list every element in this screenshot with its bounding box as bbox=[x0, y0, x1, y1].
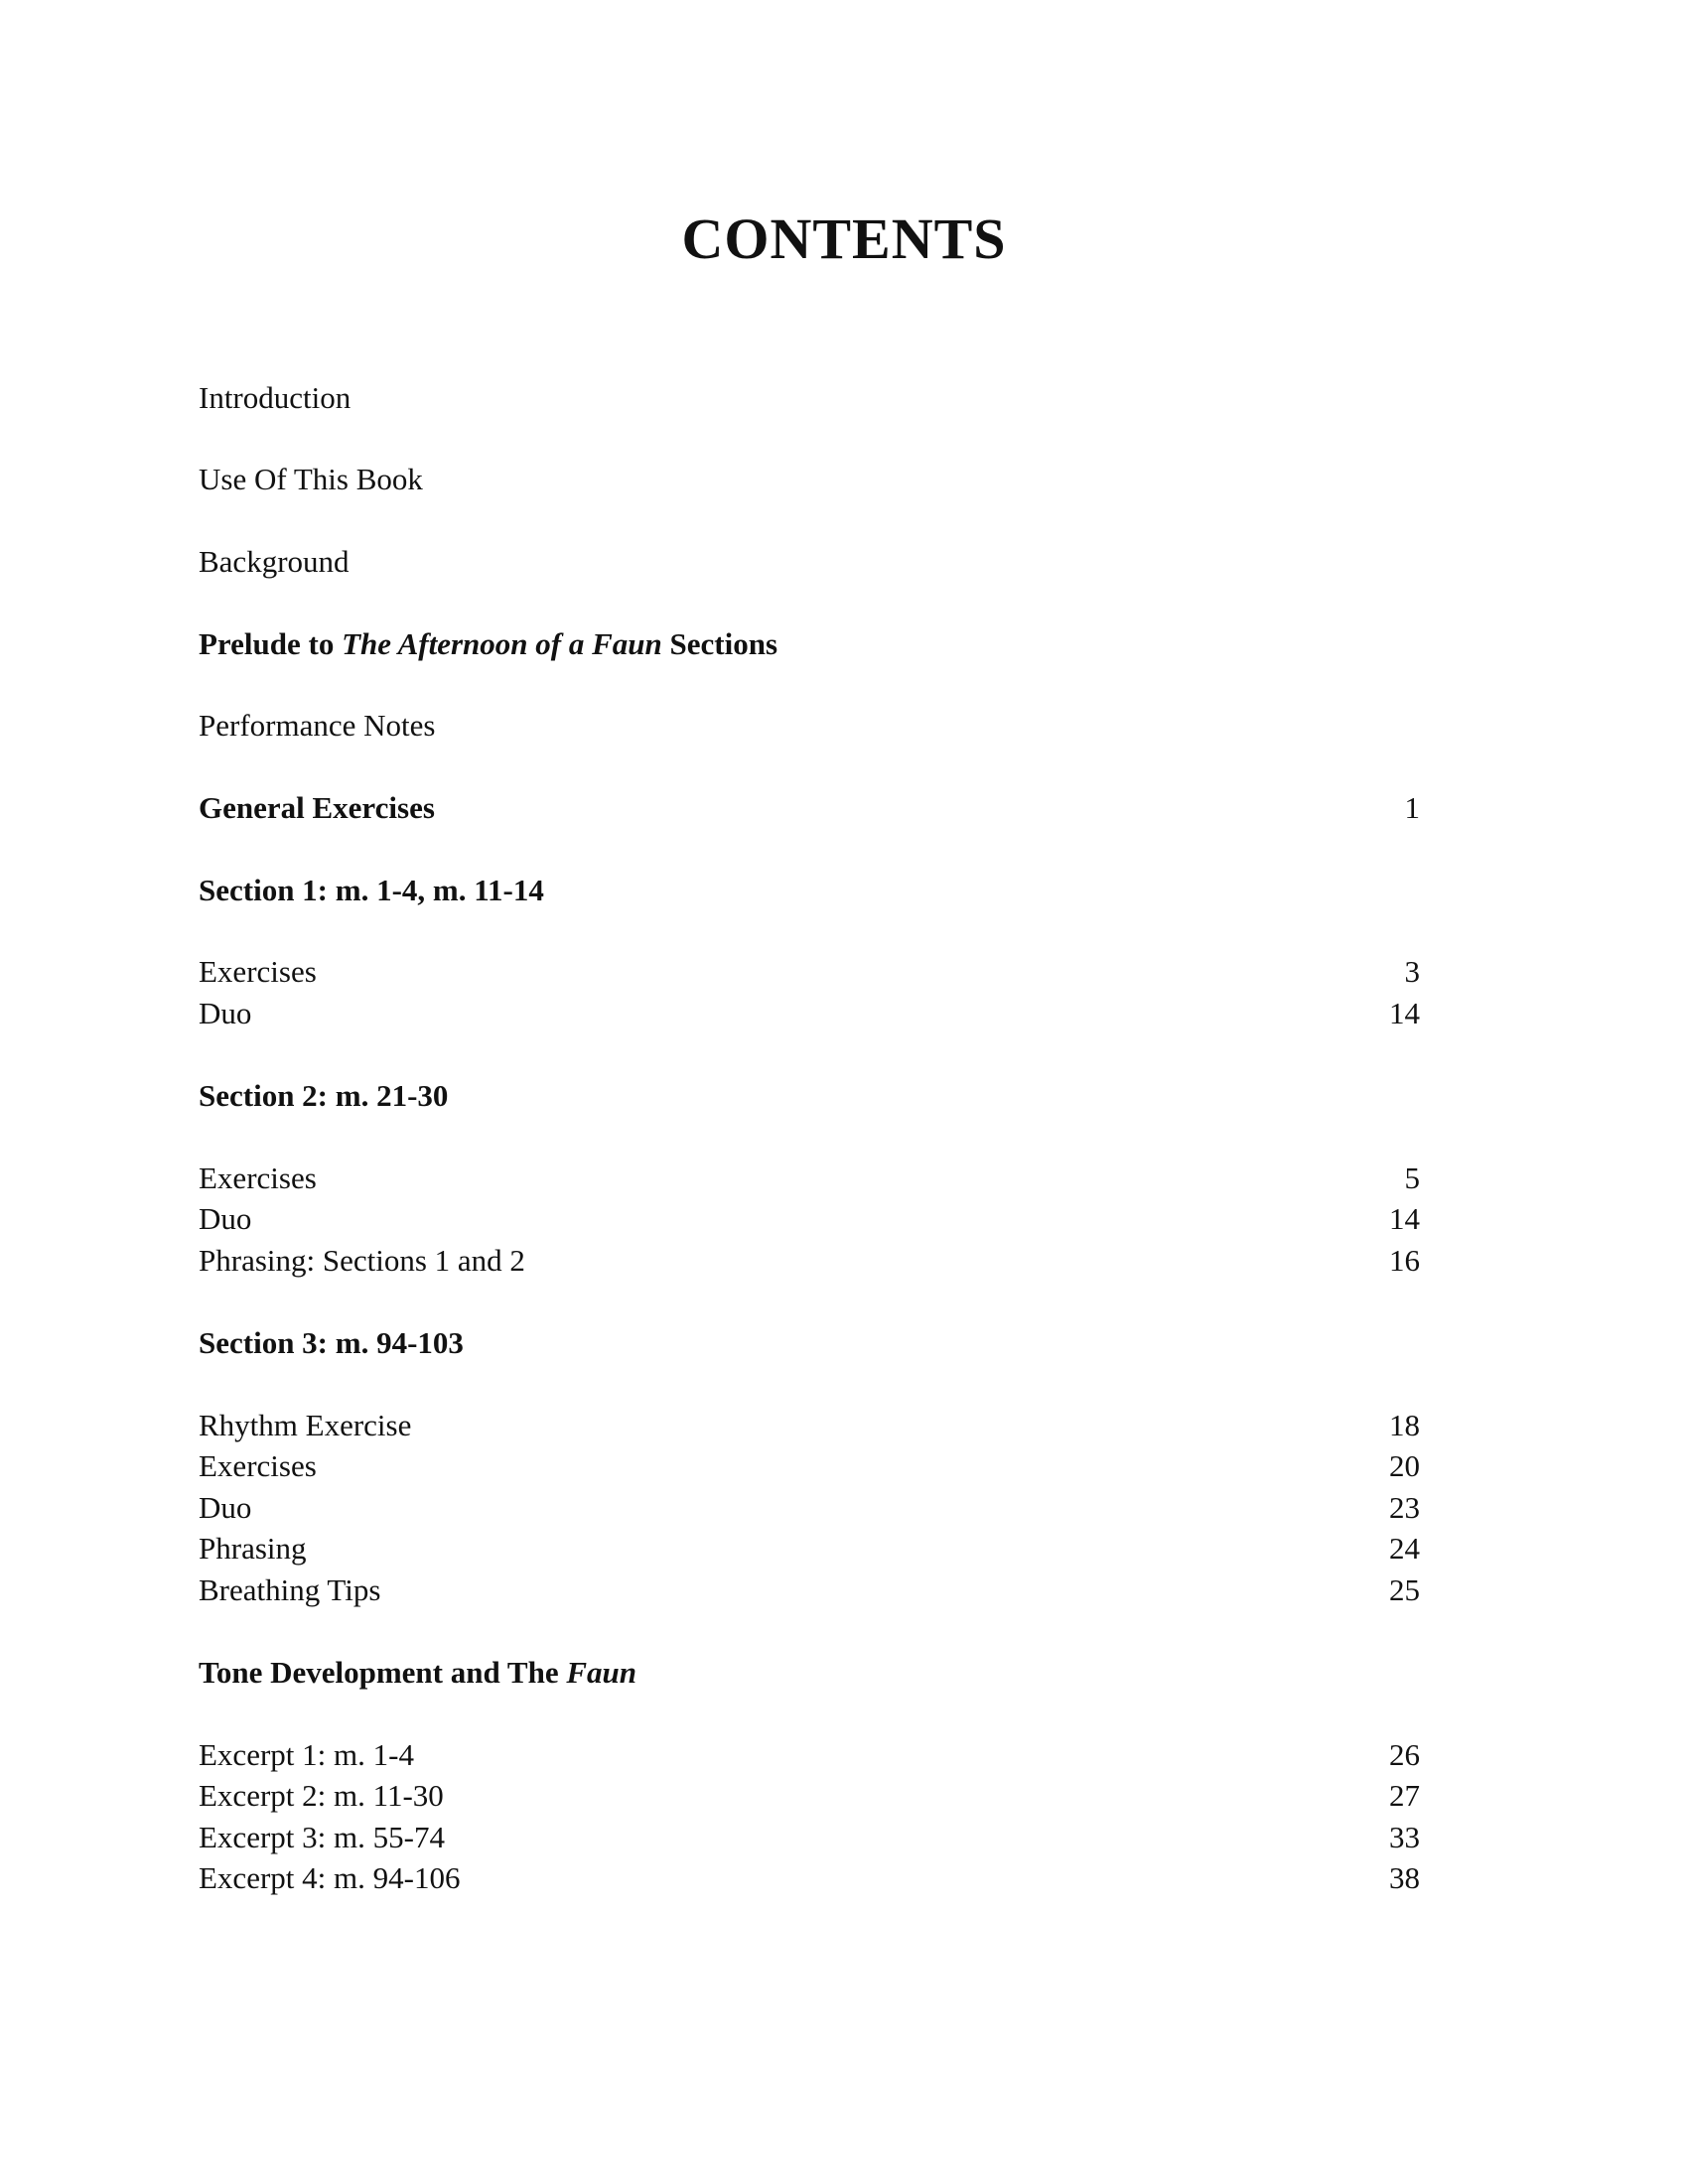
toc-entry-use-of-book bbox=[199, 459, 1420, 500]
toc-page-number: 20 bbox=[1389, 1448, 1420, 1483]
toc-page-number: 18 bbox=[1389, 1408, 1420, 1442]
toc-heading-label: Section 1: m. 1-4, m. 11-14 bbox=[199, 873, 544, 907]
toc-entry-s1-duo bbox=[199, 993, 1420, 1034]
toc-entry-s3-rhythm bbox=[199, 1405, 1420, 1446]
toc-entry-s2-exercises bbox=[199, 1158, 1420, 1199]
toc-heading-tone-development bbox=[199, 1652, 1420, 1694]
toc-entry-label: Duo bbox=[199, 1201, 252, 1236]
work-title: The Afternoon of a Faun bbox=[342, 626, 662, 661]
toc-heading-section-1 bbox=[199, 870, 1420, 911]
toc-heading-text: Sections bbox=[661, 626, 778, 661]
toc-entry-s3-duo bbox=[199, 1487, 1420, 1529]
toc-page-number: 3 bbox=[1404, 954, 1420, 989]
toc-entry-label: Use Of This Book bbox=[199, 462, 423, 496]
toc-entry-excerpt-1 bbox=[199, 1734, 1420, 1776]
toc-page-number: 1 bbox=[1404, 790, 1420, 825]
toc-entry-label: Introduction bbox=[199, 380, 352, 415]
toc-entry-excerpt-2 bbox=[199, 1775, 1420, 1817]
toc-page-number: 14 bbox=[1389, 996, 1420, 1030]
toc-heading-label: General Exercises bbox=[199, 790, 435, 825]
toc-page-number: 23 bbox=[1389, 1490, 1420, 1525]
toc-heading-general-exercises bbox=[199, 787, 1420, 829]
toc-heading-label: Section 2: m. 21-30 bbox=[199, 1078, 449, 1113]
toc-entry-s3-phrasing bbox=[199, 1528, 1420, 1570]
toc-entry-label: Phrasing bbox=[199, 1531, 307, 1566]
toc-page-number: 25 bbox=[1389, 1572, 1420, 1607]
toc-page-number: 27 bbox=[1389, 1778, 1420, 1813]
toc-entry-label: Exercises bbox=[199, 954, 317, 989]
toc-heading-prelude bbox=[199, 623, 1420, 665]
toc-entry-background bbox=[199, 541, 1420, 583]
toc-page-number: 16 bbox=[1389, 1243, 1420, 1278]
toc-page-number: 24 bbox=[1389, 1531, 1420, 1566]
toc-entry-s2-phrasing bbox=[199, 1240, 1420, 1282]
toc-entry-label: Excerpt 2: m. 11-30 bbox=[199, 1778, 444, 1813]
toc-entry-performance-notes bbox=[199, 705, 1420, 747]
toc-heading-section-2 bbox=[199, 1075, 1420, 1117]
toc-entry-s1-exercises bbox=[199, 951, 1420, 993]
toc-entry-label: Duo bbox=[199, 1490, 252, 1525]
toc-heading-label: Section 3: m. 94-103 bbox=[199, 1325, 464, 1360]
toc-entry-label: Breathing Tips bbox=[199, 1572, 381, 1607]
toc-entry-s3-exercises bbox=[199, 1445, 1420, 1487]
toc-page-number: 26 bbox=[1389, 1737, 1420, 1772]
toc-entry-label: Exercises bbox=[199, 1160, 317, 1195]
toc-heading-text: Prelude to bbox=[199, 626, 343, 661]
toc-entry-label: Phrasing: Sections 1 and 2 bbox=[199, 1243, 525, 1278]
toc-entry-label: Excerpt 3: m. 55-74 bbox=[199, 1820, 445, 1854]
toc-entry-label: Background bbox=[199, 544, 350, 579]
toc-entry-label: Duo bbox=[199, 996, 252, 1030]
toc-page-number: 38 bbox=[1389, 1860, 1420, 1895]
toc-entry-label: Exercises bbox=[199, 1448, 317, 1483]
toc-entry-introduction bbox=[199, 377, 1420, 419]
toc-page-number: 14 bbox=[1389, 1201, 1420, 1236]
toc-heading-label bbox=[199, 1652, 636, 1694]
toc-page-number: 5 bbox=[1404, 1160, 1420, 1195]
work-title: Faun bbox=[566, 1655, 637, 1690]
toc-entry-label: Rhythm Exercise bbox=[199, 1408, 412, 1442]
toc-page-number: 33 bbox=[1389, 1820, 1420, 1854]
toc-entry-label: Performance Notes bbox=[199, 708, 436, 743]
toc-entry-excerpt-4 bbox=[199, 1857, 1420, 1899]
toc-entry-s3-breathing bbox=[199, 1570, 1420, 1611]
toc-entry-label: Excerpt 1: m. 1-4 bbox=[199, 1737, 414, 1772]
toc-entry-excerpt-3 bbox=[199, 1817, 1420, 1858]
toc-entry-label: Excerpt 4: m. 94-106 bbox=[199, 1860, 461, 1895]
toc-heading-text: Tone Development and The bbox=[199, 1655, 567, 1690]
toc-heading-label bbox=[199, 623, 777, 665]
page-title: CONTENTS bbox=[681, 206, 1007, 271]
toc-entry-s2-duo bbox=[199, 1198, 1420, 1240]
toc-heading-section-3 bbox=[199, 1322, 1420, 1364]
